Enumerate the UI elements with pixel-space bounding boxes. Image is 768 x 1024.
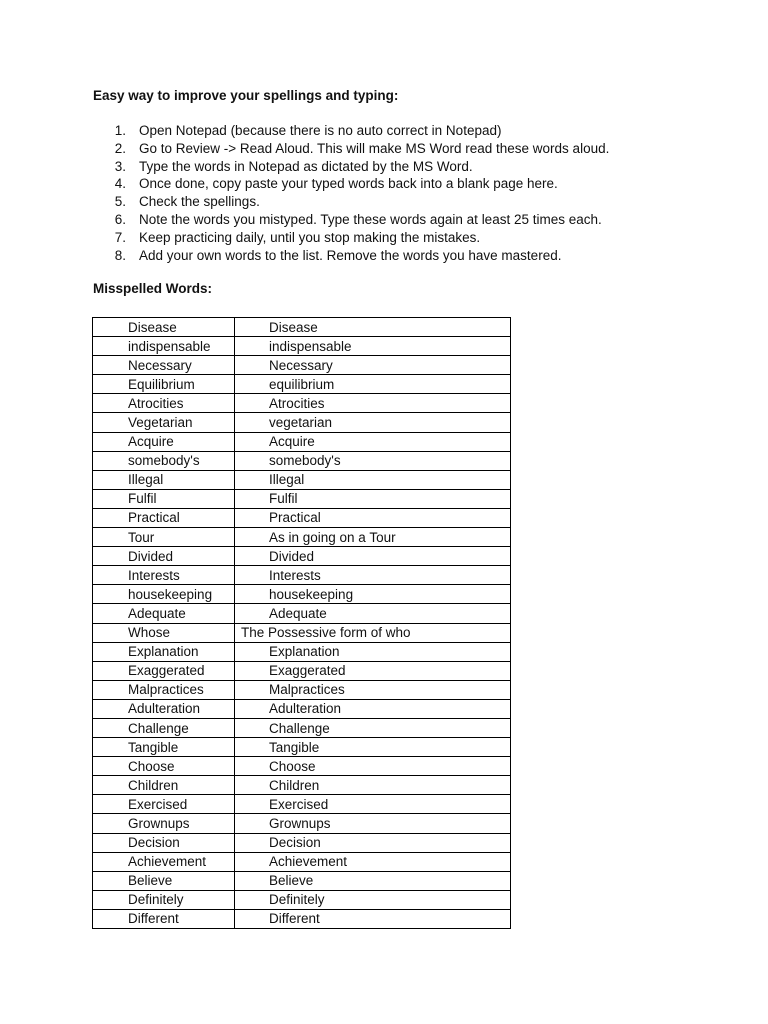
instruction-number: 4. [114,176,126,192]
word-cell: Exaggerated [93,661,235,680]
table-row [93,852,511,871]
word-cell: Illegal [93,470,235,489]
word-cell: Atrocities [93,394,235,413]
word-cell: Different [93,909,235,928]
word-cell: Malpractices [235,680,511,699]
instruction-item [93,158,609,176]
word-cell: Tangible [93,738,235,757]
instruction-item [93,140,609,158]
instruction-number: 1. [114,123,126,138]
table-row [93,814,511,833]
table-row [93,661,511,680]
word-cell: Necessary [235,356,511,375]
word-cell: Adequate [93,604,235,623]
word-cell: Grownups [235,814,511,833]
instruction-number: 7. [114,229,126,245]
table-row [93,413,511,432]
instruction-item [93,193,609,211]
word-cell: Definitely [93,890,235,909]
word-cell: Explanation [93,642,235,661]
word-cell: Adequate [235,604,511,623]
word-cell: Challenge [93,718,235,737]
word-cell: housekeeping [235,585,511,604]
word-cell: Fulfil [93,489,235,508]
instruction-number: 5. [114,194,126,210]
instruction-number: 2. [114,140,126,156]
word-cell: Necessary [93,356,235,375]
word-cell: Tour [93,528,235,547]
table-row [93,432,511,451]
table-row [93,699,511,718]
word-cell: Acquire [93,432,235,451]
table-row [93,394,511,413]
instruction-list [93,122,609,264]
misspelled-words-table [92,317,511,929]
instruction-number: 3. [114,158,126,174]
word-cell: housekeeping [93,585,235,604]
word-cell: Believe [93,871,235,890]
word-cell: Decision [235,833,511,852]
word-cell: Fulfil [235,489,511,508]
instruction-text: Check the spellings. [139,194,260,210]
word-cell: Interests [93,566,235,585]
word-cell: Grownups [93,814,235,833]
word-cell: Definitely [235,890,511,909]
word-cell: Tangible [235,738,511,757]
word-cell: Divided [235,547,511,566]
table-row [93,623,511,642]
word-cell: As in going on a Tour [235,528,511,547]
word-cell: Exercised [93,795,235,814]
word-cell: Achievement [235,852,511,871]
table-row [93,566,511,585]
table-row [93,890,511,909]
table-row [93,528,511,547]
word-cell: Divided [93,547,235,566]
instruction-item [93,229,609,247]
word-cell: Exercised [235,795,511,814]
word-cell: Illegal [235,470,511,489]
table-row [93,738,511,757]
word-cell: The Possessive form of who [235,623,511,642]
table-row [93,451,511,470]
word-cell: Interests [235,566,511,585]
instruction-item [93,211,609,229]
word-cell: Practical [93,508,235,527]
word-cell: Children [235,776,511,795]
word-cell: Different [235,909,511,928]
instruction-number: 6. [114,211,126,227]
word-cell: Choose [235,757,511,776]
word-cell: Adulteration [235,699,511,718]
instruction-text: Go to Review -> Read Aloud. This will make MS Word read these words aloud. [139,140,610,156]
table-row [93,909,511,928]
word-cell: Malpractices [93,680,235,699]
table-row [93,833,511,852]
instruction-text: Type the words in Notepad as dictated by the MS Word. [139,158,473,174]
instruction-text: Add your own words to the list. Remove the words you have mastered. [139,247,562,263]
word-cell: Decision [93,833,235,852]
word-cell: Vegetarian [93,413,235,432]
table-row [93,318,511,337]
word-cell: Achievement [93,852,235,871]
word-cell: indispensable [235,337,511,356]
table-row [93,718,511,737]
table-row [93,604,511,623]
word-cell: Believe [235,871,511,890]
word-cell: Atrocities [235,394,511,413]
table-row [93,489,511,508]
instruction-item [93,122,609,140]
word-cell: Choose [93,757,235,776]
word-cell: Practical [235,508,511,527]
word-cell: Children [93,776,235,795]
table-row [93,871,511,890]
table-row [93,585,511,604]
word-cell: equilibrium [235,375,511,394]
instruction-text: Note the words you mistyped. Type these words again at least 25 times each. [139,211,602,227]
word-cell: somebody's [235,451,511,470]
table-row [93,337,511,356]
table-row [93,547,511,566]
word-cell: Acquire [235,432,511,451]
word-cell: Disease [93,318,235,337]
word-cell: somebody's [93,451,235,470]
table-row [93,776,511,795]
instruction-text: Keep practicing daily, until you stop making the mistakes. [139,229,481,245]
word-cell: Adulteration [93,699,235,718]
table-row [93,642,511,661]
table-row [93,680,511,699]
word-cell: Exaggerated [235,661,511,680]
instruction-text: Open Notepad (because there is no auto correct in Notepad) [139,123,502,138]
instruction-number: 8. [114,247,126,263]
word-cell: vegetarian [235,413,511,432]
table-row [93,375,511,394]
instruction-text: Once done, copy paste your typed words back into a blank page here. [139,176,558,192]
word-cell: Whose [93,623,235,642]
table-row [93,508,511,527]
word-cell: indispensable [93,337,235,356]
table-row [93,470,511,489]
word-cell: Challenge [235,718,511,737]
table-row [93,757,511,776]
table-row [93,356,511,375]
word-cell: Disease [235,318,511,337]
section-title: Misspelled Words: [93,281,213,296]
table-row [93,795,511,814]
page-title: Easy way to improve your spellings and typing: [93,88,399,103]
word-cell: Equilibrium [93,375,235,394]
instruction-item [93,247,609,265]
word-cell: Explanation [235,642,511,661]
instruction-item [93,175,609,193]
